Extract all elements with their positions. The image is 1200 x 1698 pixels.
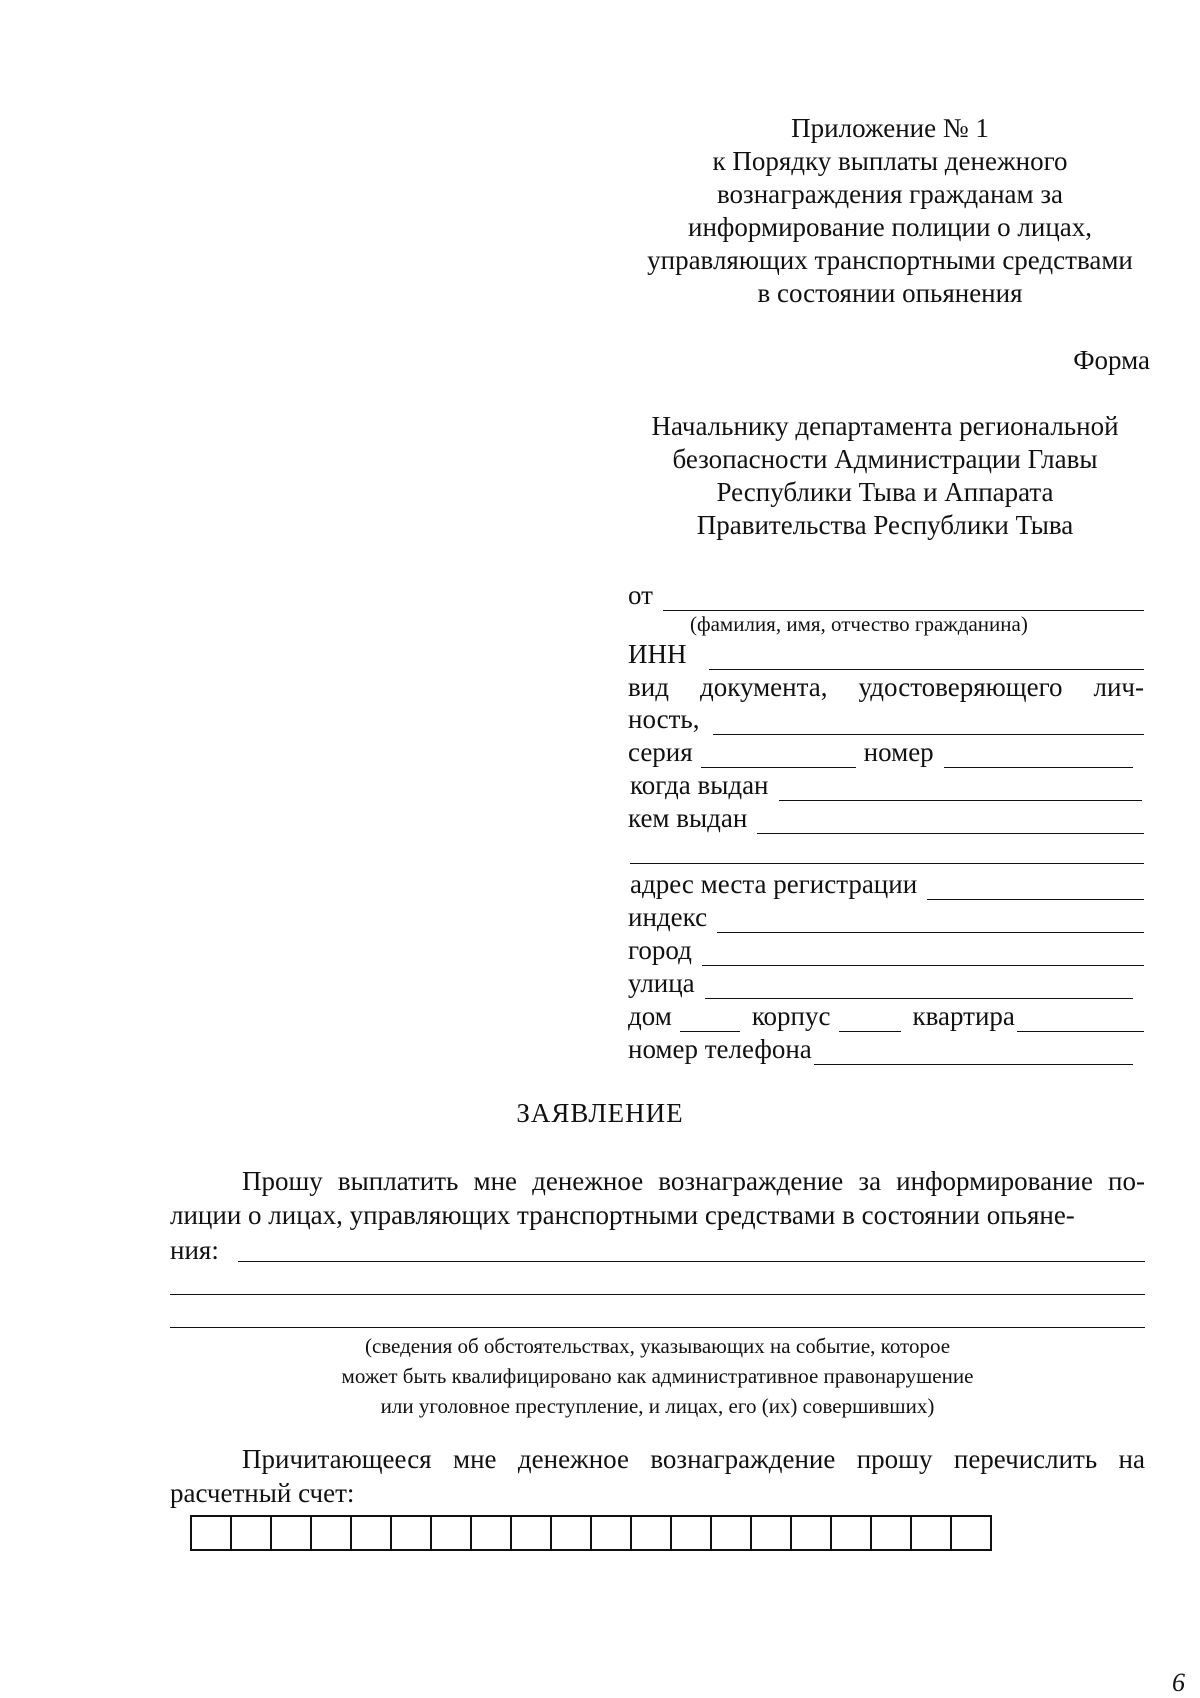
from-label: от (628, 580, 653, 610)
issued-by-field-continued[interactable] (630, 863, 1144, 864)
reg-address-field[interactable] (927, 875, 1144, 900)
statement-paragraph-1: Прошу выплатить мне денежное вознаграждение за информирование по-лиции о лицах, управляющих транспортными средствами в состоянии опьяне- (170, 1166, 1145, 1230)
appendix-line: информирование полиции о лицах, (688, 212, 1092, 242)
issued-when-label: когда выдан (630, 770, 769, 800)
statement-title: ЗАЯВЛЕНИЕ (516, 1098, 684, 1128)
from-row (628, 578, 1144, 611)
building-label: корпус (751, 1001, 831, 1031)
phone-label: номер телефона (628, 1034, 812, 1064)
house-field[interactable] (680, 1007, 740, 1032)
street-row (628, 966, 1133, 999)
circumstances-caption (170, 1331, 1145, 1421)
index-field[interactable] (717, 908, 1144, 933)
inn-label: ИНН (628, 639, 687, 669)
appendix-line: Приложение № 1 (791, 113, 989, 143)
page-number: 6 (1172, 1668, 1185, 1697)
account-digit-cell[interactable] (552, 1517, 592, 1549)
form-label: Форма (1073, 345, 1150, 375)
account-digit-cell[interactable] (872, 1517, 912, 1549)
account-digit-cell[interactable] (272, 1517, 312, 1549)
account-digit-cell[interactable] (472, 1517, 512, 1549)
issued-by-label: кем выдан (628, 803, 748, 833)
account-digit-cell[interactable] (952, 1517, 990, 1549)
issued-when-row (630, 768, 1142, 801)
series-field[interactable] (701, 743, 856, 768)
caption-line: (сведения об обстоятельствах, указывающих на событие, которое (364, 1334, 951, 1358)
account-digit-cell[interactable] (912, 1517, 952, 1549)
account-digit-cell[interactable] (312, 1517, 352, 1549)
account-digit-cell[interactable] (832, 1517, 872, 1549)
reg-address-row (630, 867, 1144, 900)
number-field[interactable] (944, 743, 1133, 768)
series-label: серия (628, 737, 693, 767)
statement-paragraph-2: Причитающееся мне денежное вознаграждение прошу перечислить на (242, 1444, 1145, 1474)
addressee-block (615, 410, 1155, 542)
index-label: индекс (628, 902, 708, 932)
caption-line: или уголовное преступление, и лицах, его (их) совершивших) (380, 1394, 935, 1418)
phone-row (628, 1032, 1133, 1065)
apartment-label: квартира (912, 1001, 1015, 1031)
from-field[interactable] (663, 586, 1144, 611)
city-row (628, 933, 1144, 966)
bank-account-boxes (190, 1515, 992, 1551)
account-digit-cell[interactable] (352, 1517, 392, 1549)
id-doc-field[interactable] (713, 710, 1144, 735)
account-digit-cell[interactable] (792, 1517, 832, 1549)
inn-row (628, 637, 1144, 670)
circumstances-field-line-3[interactable] (170, 1327, 1145, 1328)
issued-when-field[interactable] (779, 776, 1142, 801)
appendix-line: вознаграждения гражданам за (716, 179, 1064, 209)
phone-field[interactable] (814, 1040, 1133, 1065)
statement-paragraph-1-end: ния: (170, 1235, 219, 1265)
appendix-line: к Порядку выплаты денежного (712, 146, 1068, 176)
city-label: город (628, 935, 692, 965)
house-label: дом (628, 1001, 672, 1031)
street-label: улица (628, 968, 695, 998)
issued-by-field[interactable] (757, 809, 1144, 834)
street-field[interactable] (705, 974, 1133, 999)
account-digit-cell[interactable] (512, 1517, 552, 1549)
appendix-line: управляющих транспортными средствами (647, 245, 1133, 275)
account-digit-cell[interactable] (192, 1517, 232, 1549)
number-label: номер (863, 737, 934, 767)
account-digit-cell[interactable] (592, 1517, 632, 1549)
appendix-header (610, 112, 1170, 310)
from-caption: (фамилия, имя, отчество гражданина) (690, 612, 1028, 636)
id-doc-row (628, 702, 1144, 735)
issued-by-row (628, 801, 1144, 834)
building-field[interactable] (839, 1007, 901, 1032)
account-digit-cell[interactable] (632, 1517, 672, 1549)
circumstances-field-line-1[interactable] (238, 1261, 1145, 1262)
caption-line: может быть квалифицировано как административное правонарушение (341, 1364, 974, 1388)
house-row (628, 999, 1144, 1032)
statement-paragraph-2-end: расчетный счет: (170, 1478, 355, 1508)
addressee-line: безопасности Администрации Главы (672, 444, 1098, 474)
inn-field[interactable] (709, 645, 1145, 670)
appendix-line: в состоянии опьянения (757, 278, 1023, 308)
apartment-field[interactable] (1017, 1007, 1144, 1032)
circumstances-field-line-2[interactable] (170, 1294, 1145, 1295)
account-digit-cell[interactable] (712, 1517, 752, 1549)
series-number-row (628, 735, 1133, 768)
account-digit-cell[interactable] (392, 1517, 432, 1549)
account-digit-cell[interactable] (672, 1517, 712, 1549)
account-digit-cell[interactable] (432, 1517, 472, 1549)
account-digit-cell[interactable] (752, 1517, 792, 1549)
addressee-line: Республики Тыва и Аппарата (716, 477, 1054, 507)
reg-address-label: адрес места регистрации (630, 869, 918, 899)
id-doc-label-line1: вид документа, удостоверяющего лич- (628, 672, 1144, 702)
account-digit-cell[interactable] (232, 1517, 272, 1549)
addressee-line: Начальнику департамента региональной (651, 411, 1119, 441)
id-doc-label-line2: ность, (628, 704, 700, 734)
index-row (628, 900, 1144, 933)
addressee-line: Правительства Республики Тыва (696, 510, 1074, 540)
city-field[interactable] (702, 941, 1144, 966)
